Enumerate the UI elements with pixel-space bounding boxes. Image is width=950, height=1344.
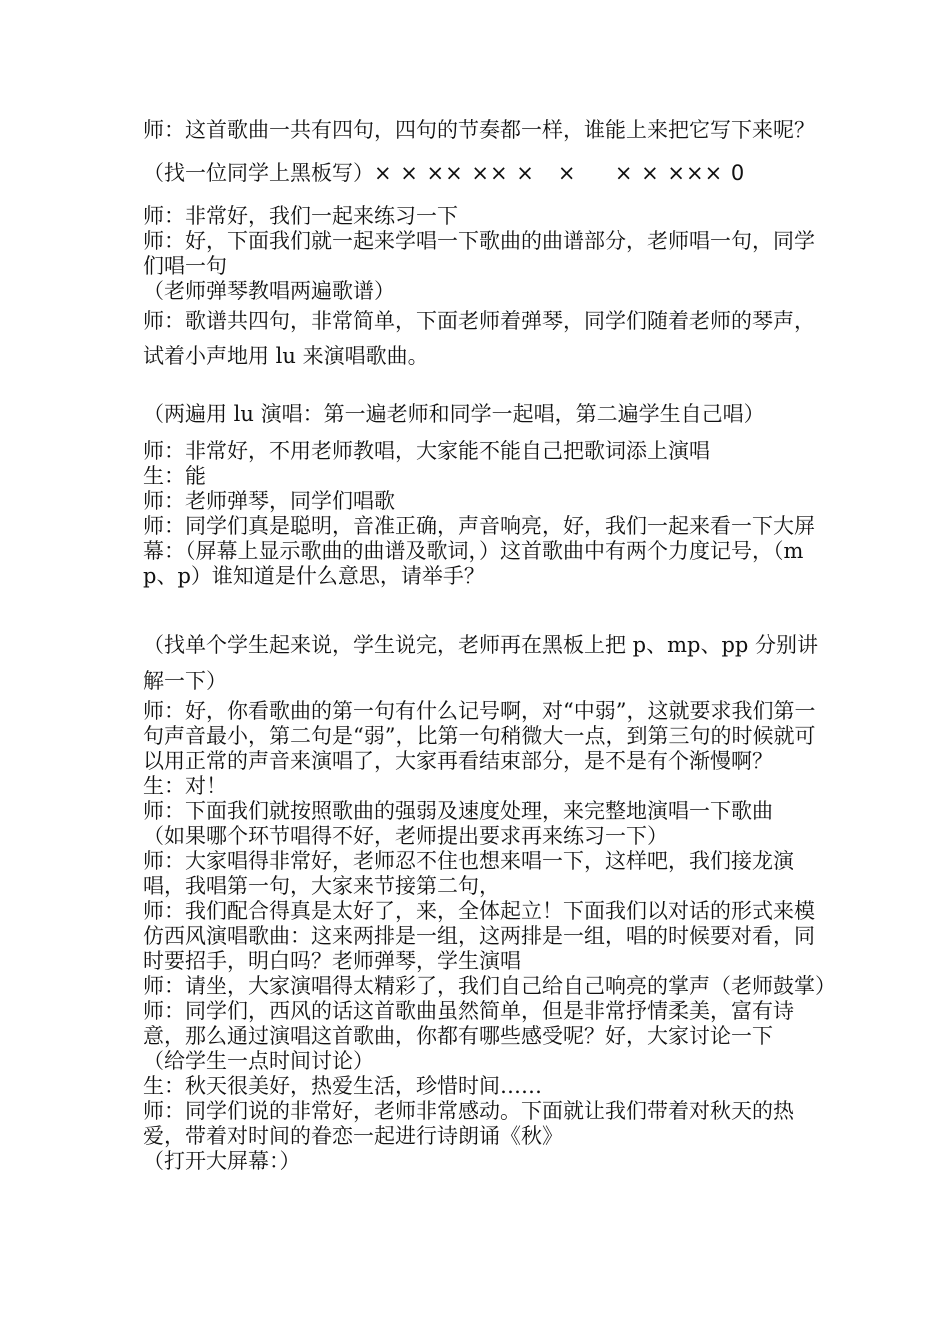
paragraph-10: 师：老师弹琴，同学们唱歌 — [143, 489, 395, 513]
paragraph-19: 师：请坐，大家演唱得太精彩了，我们自己给自己响亮的掌声（老师鼓掌） — [143, 974, 836, 998]
paragraph-2-text: （找一位同学上黑板写） — [143, 161, 374, 185]
paragraph-21: （给学生一点时间讨论） — [143, 1049, 374, 1073]
paragraph-1: 师：这首歌曲一共有四句，四句的节奏都一样，谁能上来把它写下来呢？ — [143, 118, 815, 142]
paragraph-4: 师：好，下面我们就一起来学唱一下歌曲的曲谱部分，老师唱一句，同学们唱一句 — [143, 229, 815, 278]
paragraph-11: 师：同学们真是聪明，音准正确，声音响亮，好，我们一起来看一下大屏幕：（屏幕上显示歌曲的曲谱及歌词，）这首歌曲中有两个力度记号，（mp、p）谁知道是什么意思，请举手？ — [143, 514, 815, 588]
paragraph-23: 师：同学们说的非常好，老师非常感动。下面就让我们带着对秋天的热爱，带着对时间的眷恋一起进行诗朗诵《秋》 — [143, 1099, 794, 1148]
document-page — [143, 118, 836, 1174]
paragraph-20: 师：同学们，西风的话这首歌曲虽然简单，但是非常抒情柔美，富有诗意，那么通过演唱这首歌曲，你都有哪些感受呢？好，大家讨论一下 — [143, 999, 794, 1048]
paragraph-15: 师：下面我们就按照歌曲的强弱及速度处理，来完整地演唱一下歌曲 — [143, 799, 773, 823]
paragraph-22: 生：秋天很美好，热爱生活，珍惜时间…… — [143, 1074, 542, 1098]
paragraph-17: 师：大家唱得非常好，老师忍不住也想来唱一下，这样吧，我们接龙演唱，我唱第一句，大家来节接第二句， — [143, 849, 794, 898]
paragraph-8: 师：非常好，不用老师教唱，大家能不能自己把歌词添上演唱 — [143, 439, 710, 463]
rhythm-notation: × × ×× ×× × × × × ××× 0 — [374, 161, 746, 185]
paragraph-13: 师：好，你看歌曲的第一句有什么记号啊，对“中弱”，这就要求我们第一句声音最小，第二句是“弱”，比第一句稍微大一点，到第三句的时候就可以用正常的声音来演唱了，大家再看结束部分，是不是有个渐慢啊？ — [143, 699, 816, 773]
paragraph-7: （两遍用 lu 演唱：第一遍老师和同学一起唱，第二遍学生自己唱） — [143, 402, 765, 426]
paragraph-24: （打开大屏幕：） — [143, 1149, 301, 1173]
paragraph-6: 师：歌谱共四句，非常简单，下面老师着弹琴，同学们随着老师的琴声，试着小声地用 lu 来演唱歌曲。 — [143, 309, 815, 368]
paragraph-18: 师：我们配合得真是太好了，来，全体起立！下面我们以对话的形式来模仿西风演唱歌曲：这来两排是一组，这两排是一组，唱的时候要对看，同时要招手，明白吗？老师弹琴，学生演唱 — [143, 899, 815, 973]
paragraph-5: （老师弹琴教唱两遍歌谱） — [143, 279, 395, 303]
paragraph-16: （如果哪个环节唱得不好，老师提出要求再来练习一下） — [143, 824, 668, 848]
paragraph-14: 生：对！ — [143, 774, 227, 798]
paragraph-9: 生：能 — [143, 464, 206, 488]
paragraph-3: 师：非常好，我们一起来练习一下 — [143, 204, 458, 228]
paragraph-12: （找单个学生起来说，学生说完，老师再在黑板上把 p、mp、pp 分别讲解一下） — [143, 633, 819, 693]
paragraph-2 — [143, 161, 833, 186]
